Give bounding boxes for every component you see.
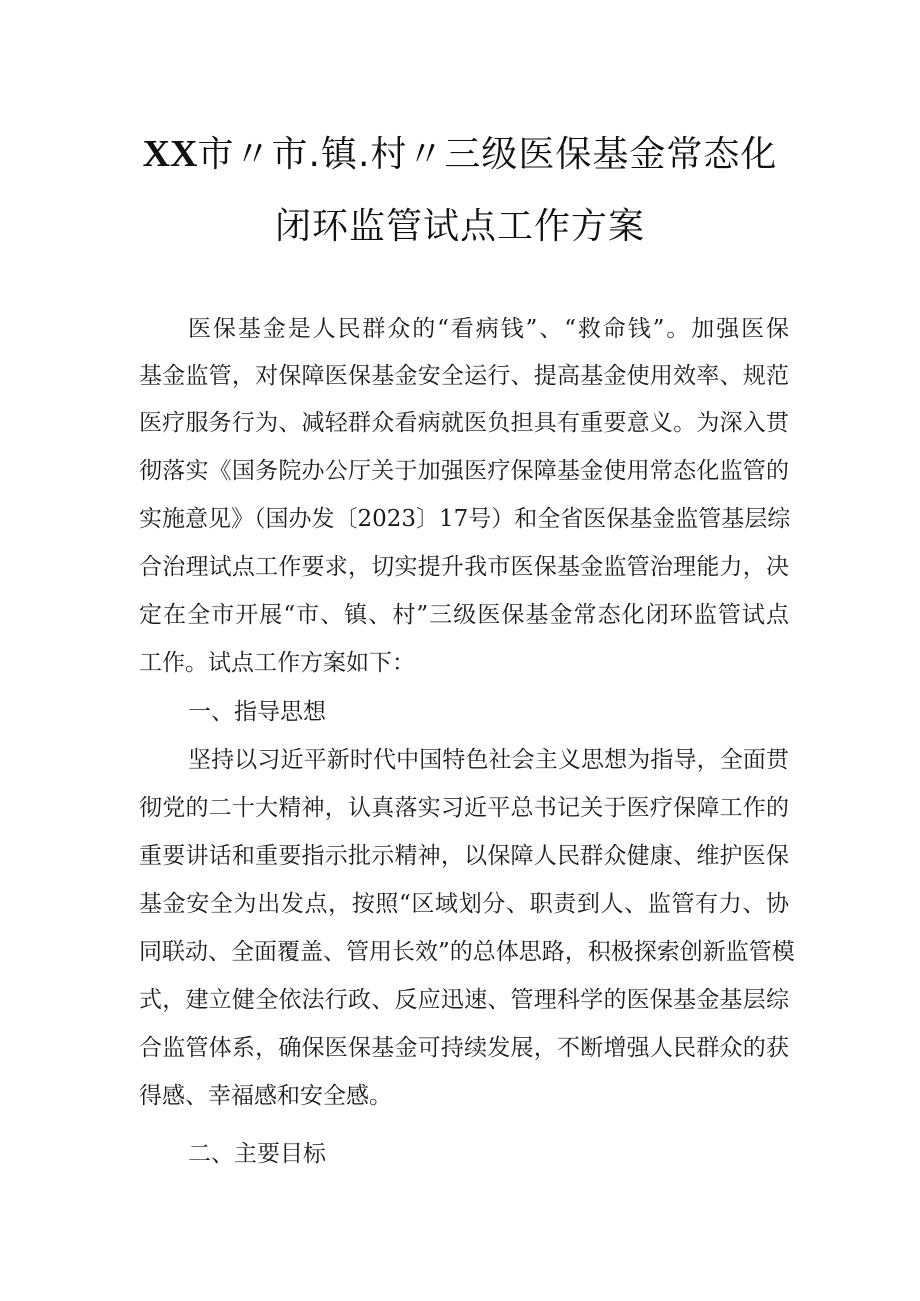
paragraph-line: 合治理试点工作要求，切实提升我市医保基金监管治理能力，决 [139,554,789,580]
title-city-placeholder: XX [142,133,198,175]
paragraph-line: 重要讲话和重要指示批示精神，以保障人民群众健康、维护医保 [139,843,789,869]
document-title-line-2: 闭环监管试点工作方案 [274,206,645,247]
paragraph-line: 基金监管，对保障医保基金安全运行、提高基金使用效率、规范 [139,363,789,389]
paragraph-line: 实施意见》（国办发〔2023〕17号）和全省医保基金监管基层综 [139,506,791,532]
paragraph-line: 合监管体系，确保医保基金可持续发展，不断增强人民群众的获 [139,1035,789,1061]
paragraph-line: 坚持以习近平新时代中国特色社会主义思想为指导，全面贯 [188,747,789,773]
paragraph-line: 彻落实《国务院办公厅关于加强医疗保障基金使用常态化监管的 [139,458,789,484]
paragraph-line: 基金安全为出发点，按照“区域划分、职责到人、监管有力、协 [139,891,789,917]
section-heading-main-goals: 二、主要目标 [188,1141,326,1167]
title-line-1-text: 市〃市.镇.村〃三级医保基金常态化 [197,134,778,175]
paragraph-line: 医疗服务行为、减轻群众看病就医负担具有重要意义。为深入贯 [139,410,789,436]
paragraph-line: 得感、幸福感和安全感。 [139,1083,392,1109]
paragraph-line: 工作。试点工作方案如下： [139,650,415,676]
paragraph-line: 医保基金是人民群众的“看病钱”、“救命钱”。加强医保 [188,316,789,342]
paragraph-line: 同联动、全面覆盖、管用长效”的总体思路，积极探索创新监管模 [139,939,795,965]
paragraph-line: 式，建立健全依法行政、反应迅速、管理科学的医保基金基层综 [139,987,789,1013]
section-heading-guiding-ideology: 一、指导思想 [188,699,326,725]
paragraph-line: 彻党的二十大精神，认真落实习近平总书记关于医疗保障工作的 [139,795,789,821]
document-title-line-1 [0,126,920,177]
paragraph-line: 定在全市开展“市、镇、村”三级医保基金常态化闭环监管试点 [139,602,789,628]
